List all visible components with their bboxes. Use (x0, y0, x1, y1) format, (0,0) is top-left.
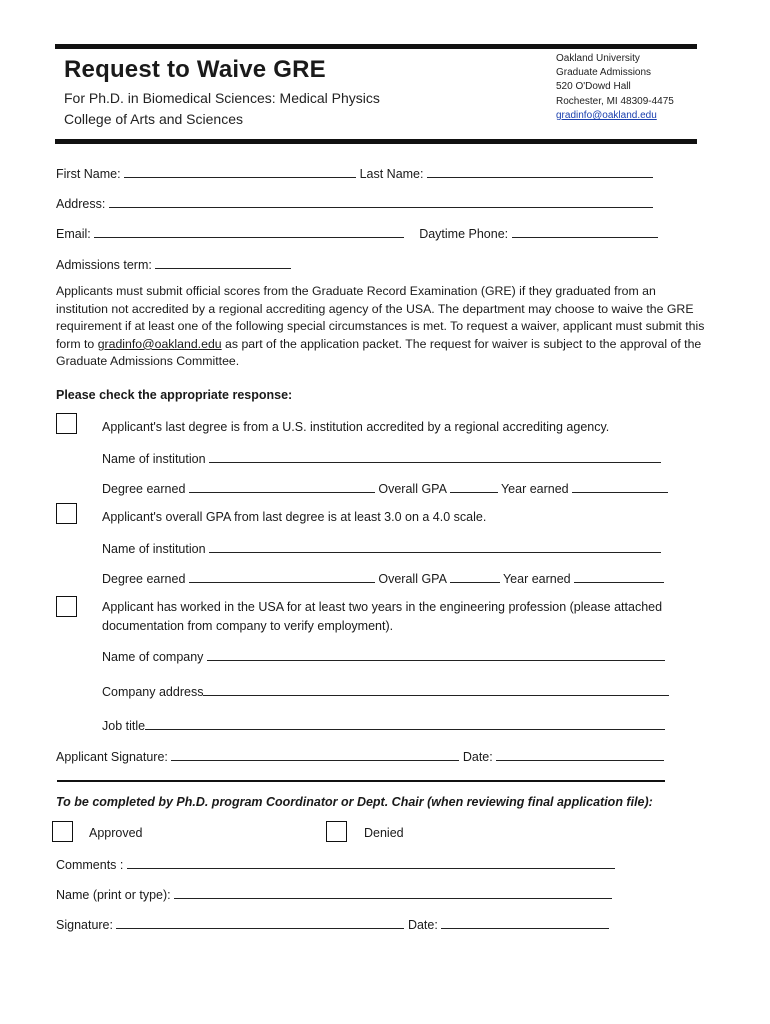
company-address-field[interactable] (203, 683, 669, 696)
gpa-label: Overall GPA (378, 572, 447, 586)
address-field[interactable] (109, 195, 653, 208)
gpa-label: Overall GPA (378, 482, 447, 496)
intro-text-2: as part of the application packet. The request for waiver is subject to the approval of the Graduate Admissions Committee. (56, 336, 702, 369)
address-street: 520 O'Dowd Hall (556, 81, 631, 92)
section-divider (57, 780, 665, 782)
phone-field[interactable] (512, 225, 658, 238)
gpa-field-2[interactable] (450, 570, 500, 583)
reviewer-name-row (56, 886, 612, 902)
institution-field-2[interactable] (209, 540, 661, 553)
option-3-text-line-1: Applicant has worked in the USA for at least two years in the engineering profession (please attached (102, 600, 663, 614)
contact-row (56, 225, 658, 241)
reviewer-date-label: Date: (407, 918, 438, 932)
address-department: Graduate Admissions (556, 67, 652, 78)
last-name-label: Last Name: (359, 167, 424, 181)
applicant-signature-label: Applicant Signature: (56, 750, 168, 764)
email-field[interactable] (94, 225, 404, 238)
company-address-label: Company address (102, 685, 204, 699)
denied-checkbox[interactable] (326, 821, 347, 842)
reviewer-signature-field[interactable] (116, 916, 404, 929)
signature-date-field[interactable] (496, 748, 664, 761)
email-label: Email: (56, 227, 91, 241)
header-bottom-rule (55, 139, 697, 144)
phone-label: Daytime Phone: (419, 227, 509, 241)
address-label: Address: (56, 197, 106, 211)
institution-label: Name of institution (102, 542, 206, 556)
option-3-text-line-2: documentation from company to verify employment). (102, 619, 394, 633)
year-field-1[interactable] (572, 480, 668, 493)
option-2-degree-row (102, 570, 664, 586)
company-name-row (102, 648, 665, 664)
company-name-label: Name of company (102, 650, 204, 664)
signature-date-label: Date: (462, 750, 493, 764)
review-heading: To be completed by Ph.D. program Coordinator or Dept. Chair (when reviewing final application file): (56, 795, 653, 809)
admissions-term-label: Admissions term: (56, 258, 152, 272)
address-university: Oakland University (556, 53, 640, 64)
intro-email-link[interactable]: gradinfo@oakland.edu (97, 336, 222, 351)
degree-label: Degree earned (102, 572, 186, 586)
degree-label: Degree earned (102, 482, 186, 496)
option-1-degree-row (102, 480, 668, 496)
address-city: Rochester, MI 48309-4475 (556, 96, 674, 107)
institution-label: Name of institution (102, 452, 206, 466)
comments-row (56, 856, 615, 872)
comments-field[interactable] (127, 856, 615, 869)
reviewer-name-label: Name (print or type): (56, 888, 171, 902)
year-label: Year earned (500, 482, 569, 496)
year-label: Year earned (502, 572, 571, 586)
reviewer-signature-label: Signature: (56, 918, 113, 932)
options-heading: Please check the appropriate response: (56, 388, 293, 402)
job-title-row (102, 717, 665, 733)
reviewer-date-field[interactable] (441, 916, 609, 929)
option-1-checkbox[interactable] (56, 413, 77, 434)
intro-text-1: Applicants must submit official scores from the Graduate Record Examination (GRE) if they graduated from an institution not accredited by a regional accrediting agency of the USA. The department may choose to waive the GRE requirement if at least one of the following special circumstances is met. To request a waiver, applicant must submit this form to (56, 284, 705, 351)
applicant-signature-field[interactable] (171, 748, 459, 761)
company-name-field[interactable] (207, 648, 665, 661)
address-row (56, 195, 653, 211)
job-title-label: Job title (102, 719, 146, 733)
name-row (56, 165, 653, 181)
denied-label: Denied (364, 826, 404, 840)
address-email-link[interactable]: gradinfo@oakland.edu (556, 110, 657, 121)
option-1-text: Applicant's last degree is from a U.S. institution accredited by a regional accrediting agency. (102, 420, 610, 434)
option-2-text: Applicant's overall GPA from last degree is at least 3.0 on a 4.0 scale. (102, 510, 487, 524)
header-top-rule (55, 44, 697, 49)
job-title-field[interactable] (145, 717, 665, 730)
program-subtitle: For Ph.D. in Biomedical Sciences: Medical Physics (64, 90, 380, 106)
institution-field-1[interactable] (209, 450, 661, 463)
degree-field-2[interactable] (189, 570, 375, 583)
option-1-institution-row (102, 450, 661, 466)
last-name-field[interactable] (427, 165, 653, 178)
reviewer-name-field[interactable] (174, 886, 612, 899)
gpa-field-1[interactable] (450, 480, 498, 493)
admissions-term-field[interactable] (155, 256, 291, 269)
company-address-row (102, 683, 669, 699)
intro-paragraph (56, 283, 706, 371)
reviewer-signature-row (56, 916, 609, 932)
first-name-label: First Name: (56, 167, 121, 181)
option-2-institution-row (102, 540, 661, 556)
degree-field-1[interactable] (189, 480, 375, 493)
approved-label: Approved (89, 826, 143, 840)
term-row (56, 256, 291, 272)
approved-checkbox[interactable] (52, 821, 73, 842)
option-3-checkbox[interactable] (56, 596, 77, 617)
form-title: Request to Waive GRE (64, 56, 326, 83)
applicant-signature-row (56, 748, 664, 764)
year-field-2[interactable] (574, 570, 664, 583)
option-2-checkbox[interactable] (56, 503, 77, 524)
college-subtitle: College of Arts and Sciences (64, 111, 243, 127)
first-name-field[interactable] (124, 165, 356, 178)
comments-label: Comments : (56, 858, 124, 872)
